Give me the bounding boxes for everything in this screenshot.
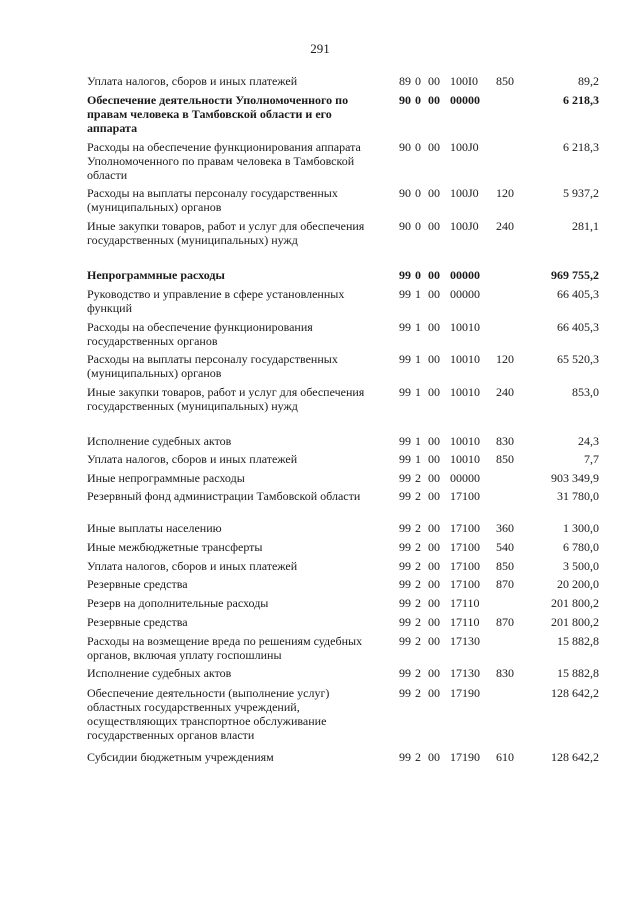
code-subprogram: 0 [415, 268, 421, 282]
code-subprogram: 2 [415, 540, 421, 554]
code-main-event: 00 [428, 750, 440, 764]
code-expense-type: 870 [496, 577, 514, 591]
table-row [0, 596, 640, 615]
code-subprogram: 2 [415, 686, 421, 700]
row-name: Обеспечение деятельности (выполнение услуг) областных государственных учреждений, осуществляющих транспортное обслуживание государственных органов власти [87, 686, 330, 742]
code-main-event: 00 [428, 434, 440, 448]
row-sum: 65 520,3 [557, 352, 599, 366]
code-expense-type: 850 [496, 452, 514, 466]
row-name: Уплата налогов, сборов и иных платежей [87, 559, 298, 573]
code-subprogram: 2 [415, 559, 421, 573]
table-row [0, 287, 640, 320]
table-row [0, 521, 640, 540]
code-program: 99 [399, 577, 411, 591]
code-program: 89 [399, 74, 411, 88]
row-sum: 201 800,2 [551, 615, 599, 629]
code-direction: 17110 [450, 596, 480, 610]
table-row [0, 268, 640, 287]
row-sum: 20 200,0 [557, 577, 599, 591]
code-main-event: 00 [428, 666, 440, 680]
code-subprogram: 2 [415, 750, 421, 764]
code-subprogram: 0 [415, 186, 421, 200]
code-subprogram: 1 [415, 352, 421, 366]
row-name: Иные непрограммные расходы [87, 471, 245, 485]
code-main-event: 00 [428, 596, 440, 610]
row-name: Резервные средства [87, 577, 188, 591]
code-expense-type: 240 [496, 385, 514, 399]
table-row [0, 434, 640, 452]
code-main-event: 00 [428, 140, 440, 154]
table-row [0, 634, 640, 666]
table-row [0, 93, 640, 140]
code-subprogram: 2 [415, 596, 421, 610]
code-program: 99 [399, 666, 411, 680]
code-program: 90 [399, 140, 411, 154]
code-direction: 10010 [450, 320, 480, 334]
code-program: 99 [399, 540, 411, 554]
code-expense-type: 540 [496, 540, 514, 554]
code-program: 99 [399, 634, 411, 648]
code-program: 99 [399, 471, 411, 485]
code-direction: 100J0 [450, 219, 479, 233]
code-subprogram: 2 [415, 471, 421, 485]
table-row [0, 540, 640, 559]
code-direction: 17130 [450, 666, 480, 680]
code-subprogram: 1 [415, 385, 421, 399]
row-sum: 128 642,2 [551, 686, 599, 700]
code-program: 99 [399, 489, 411, 503]
code-main-event: 00 [428, 615, 440, 629]
code-main-event: 00 [428, 268, 440, 282]
row-name: Уплата налогов, сборов и иных платежей [87, 74, 298, 88]
code-expense-type: 870 [496, 615, 514, 629]
row-sum: 853,0 [572, 385, 599, 399]
code-expense-type: 850 [496, 559, 514, 573]
table-row [0, 452, 640, 471]
code-main-event: 00 [428, 559, 440, 573]
row-name: Исполнение судебных актов [87, 666, 232, 680]
row-sum: 281,1 [572, 219, 599, 233]
code-program: 99 [399, 596, 411, 610]
code-main-event: 00 [428, 219, 440, 233]
code-subprogram: 1 [415, 452, 421, 466]
row-name: Непрограммные расходы [87, 268, 225, 282]
row-sum: 6 780,0 [563, 540, 599, 554]
code-subprogram: 2 [415, 521, 421, 535]
code-subprogram: 0 [415, 93, 421, 107]
code-program: 90 [399, 219, 411, 233]
code-main-event: 00 [428, 385, 440, 399]
row-name: Расходы на выплаты персоналу государственных (муниципальных) органов [87, 186, 338, 214]
row-name: Руководство и управление в сфере установленных функций [87, 287, 345, 315]
code-direction: 10010 [450, 385, 480, 399]
code-subprogram: 0 [415, 219, 421, 233]
table-row [0, 750, 640, 768]
row-name: Иные закупки товаров, работ и услуг для обеспечения государственных (муниципальных) нужд [87, 219, 365, 247]
row-sum: 201 800,2 [551, 596, 599, 610]
row-name: Иные выплаты населению [87, 521, 222, 535]
page-number: 291 [310, 41, 330, 56]
table-row [0, 489, 640, 521]
code-expense-type: 240 [496, 219, 514, 233]
code-subprogram: 2 [415, 489, 421, 503]
row-sum: 903 349,9 [551, 471, 599, 485]
code-main-event: 00 [428, 320, 440, 334]
code-expense-type: 120 [496, 186, 514, 200]
code-main-event: 00 [428, 521, 440, 535]
code-direction: 17130 [450, 634, 480, 648]
code-subprogram: 0 [415, 74, 421, 88]
code-main-event: 00 [428, 287, 440, 301]
row-sum: 5 937,2 [563, 186, 599, 200]
code-program: 99 [399, 452, 411, 466]
code-direction: 17110 [450, 615, 480, 629]
row-sum: 66 405,3 [557, 287, 599, 301]
code-subprogram: 1 [415, 287, 421, 301]
code-direction: 17190 [450, 686, 480, 700]
row-name: Резервный фонд администрации Тамбовской области [87, 489, 361, 503]
table-row [0, 186, 640, 219]
code-expense-type: 850 [496, 74, 514, 88]
code-program: 99 [399, 320, 411, 334]
code-subprogram: 2 [415, 634, 421, 648]
row-name: Резерв на дополнительные расходы [87, 596, 269, 610]
code-expense-type: 360 [496, 521, 514, 535]
row-name: Исполнение судебных актов [87, 434, 232, 448]
code-main-event: 00 [428, 452, 440, 466]
code-direction: 17100 [450, 540, 480, 554]
table-row [0, 559, 640, 577]
code-direction: 00000 [450, 268, 480, 282]
code-expense-type: 830 [496, 666, 514, 680]
code-direction: 17100 [450, 559, 480, 573]
code-program: 90 [399, 93, 411, 107]
row-name: Субсидии бюджетным учреждениям [87, 750, 274, 764]
table-row [0, 219, 640, 268]
code-direction: 17190 [450, 750, 480, 764]
code-direction: 100J0 [450, 186, 479, 200]
table-row [0, 352, 640, 385]
code-main-event: 00 [428, 577, 440, 591]
row-sum: 15 882,8 [557, 634, 599, 648]
code-program: 99 [399, 287, 411, 301]
row-sum: 6 218,3 [563, 140, 599, 154]
code-direction: 17100 [450, 521, 480, 535]
row-name: Расходы на обеспечение функционирования аппарата Уполномоченного по правам человека в Тамбовской области [87, 140, 361, 182]
row-sum: 31 780,0 [557, 489, 599, 503]
row-name: Резервные средства [87, 615, 188, 629]
code-subprogram: 2 [415, 666, 421, 680]
code-subprogram: 1 [415, 320, 421, 334]
code-direction: 00000 [450, 93, 480, 107]
row-sum: 66 405,3 [557, 320, 599, 334]
code-program: 99 [399, 521, 411, 535]
code-program: 99 [399, 750, 411, 764]
table-row [0, 615, 640, 634]
row-name: Расходы на выплаты персоналу государственных (муниципальных) органов [87, 352, 338, 380]
code-direction: 00000 [450, 287, 480, 301]
code-program: 99 [399, 686, 411, 700]
row-sum: 7,7 [584, 452, 599, 466]
code-subprogram: 2 [415, 577, 421, 591]
row-sum: 1 300,0 [563, 521, 599, 535]
code-direction: 100I0 [450, 74, 478, 88]
code-program: 99 [399, 268, 411, 282]
code-program: 99 [399, 559, 411, 573]
code-main-event: 00 [428, 93, 440, 107]
code-program: 99 [399, 434, 411, 448]
row-sum: 24,3 [578, 434, 599, 448]
code-subprogram: 2 [415, 615, 421, 629]
code-main-event: 00 [428, 634, 440, 648]
code-program: 90 [399, 186, 411, 200]
row-name: Иные закупки товаров, работ и услуг для обеспечения государственных (муниципальных) нужд [87, 385, 365, 413]
code-program: 99 [399, 385, 411, 399]
table-row [0, 140, 640, 186]
code-main-event: 00 [428, 540, 440, 554]
table-row [0, 385, 640, 434]
code-subprogram: 1 [415, 434, 421, 448]
code-direction: 00000 [450, 471, 480, 485]
row-name: Расходы на возмещение вреда по решениям судебных органов, включая уплату госпошлины [87, 634, 363, 662]
code-direction: 10010 [450, 352, 480, 366]
code-main-event: 00 [428, 186, 440, 200]
code-main-event: 00 [428, 686, 440, 700]
row-sum: 128 642,2 [551, 750, 599, 764]
code-expense-type: 120 [496, 352, 514, 366]
code-main-event: 00 [428, 352, 440, 366]
code-direction: 10010 [450, 434, 480, 448]
row-sum: 969 755,2 [551, 268, 599, 282]
table-row [0, 577, 640, 596]
code-direction: 10010 [450, 452, 480, 466]
code-program: 99 [399, 615, 411, 629]
code-main-event: 00 [428, 74, 440, 88]
table-row [0, 74, 640, 93]
table-row [0, 471, 640, 489]
row-name: Иные межбюджетные трансферты [87, 540, 263, 554]
code-direction: 17100 [450, 489, 480, 503]
code-expense-type: 610 [496, 750, 514, 764]
row-name: Обеспечение деятельности Уполномоченного по правам человека в Тамбовской области и его аппарата [87, 93, 349, 135]
code-main-event: 00 [428, 471, 440, 485]
table-row [0, 666, 640, 686]
code-program: 99 [399, 352, 411, 366]
table-row [0, 686, 640, 750]
row-sum: 89,2 [578, 74, 599, 88]
code-direction: 100J0 [450, 140, 479, 154]
row-sum: 15 882,8 [557, 666, 599, 680]
code-expense-type: 830 [496, 434, 514, 448]
code-subprogram: 0 [415, 140, 421, 154]
budget-table [0, 74, 640, 768]
row-sum: 6 218,3 [563, 93, 599, 107]
table-row [0, 320, 640, 352]
row-name: Уплата налогов, сборов и иных платежей [87, 452, 298, 466]
code-main-event: 00 [428, 489, 440, 503]
code-direction: 17100 [450, 577, 480, 591]
row-name: Расходы на обеспечение функционирования государственных органов [87, 320, 313, 348]
row-sum: 3 500,0 [563, 559, 599, 573]
